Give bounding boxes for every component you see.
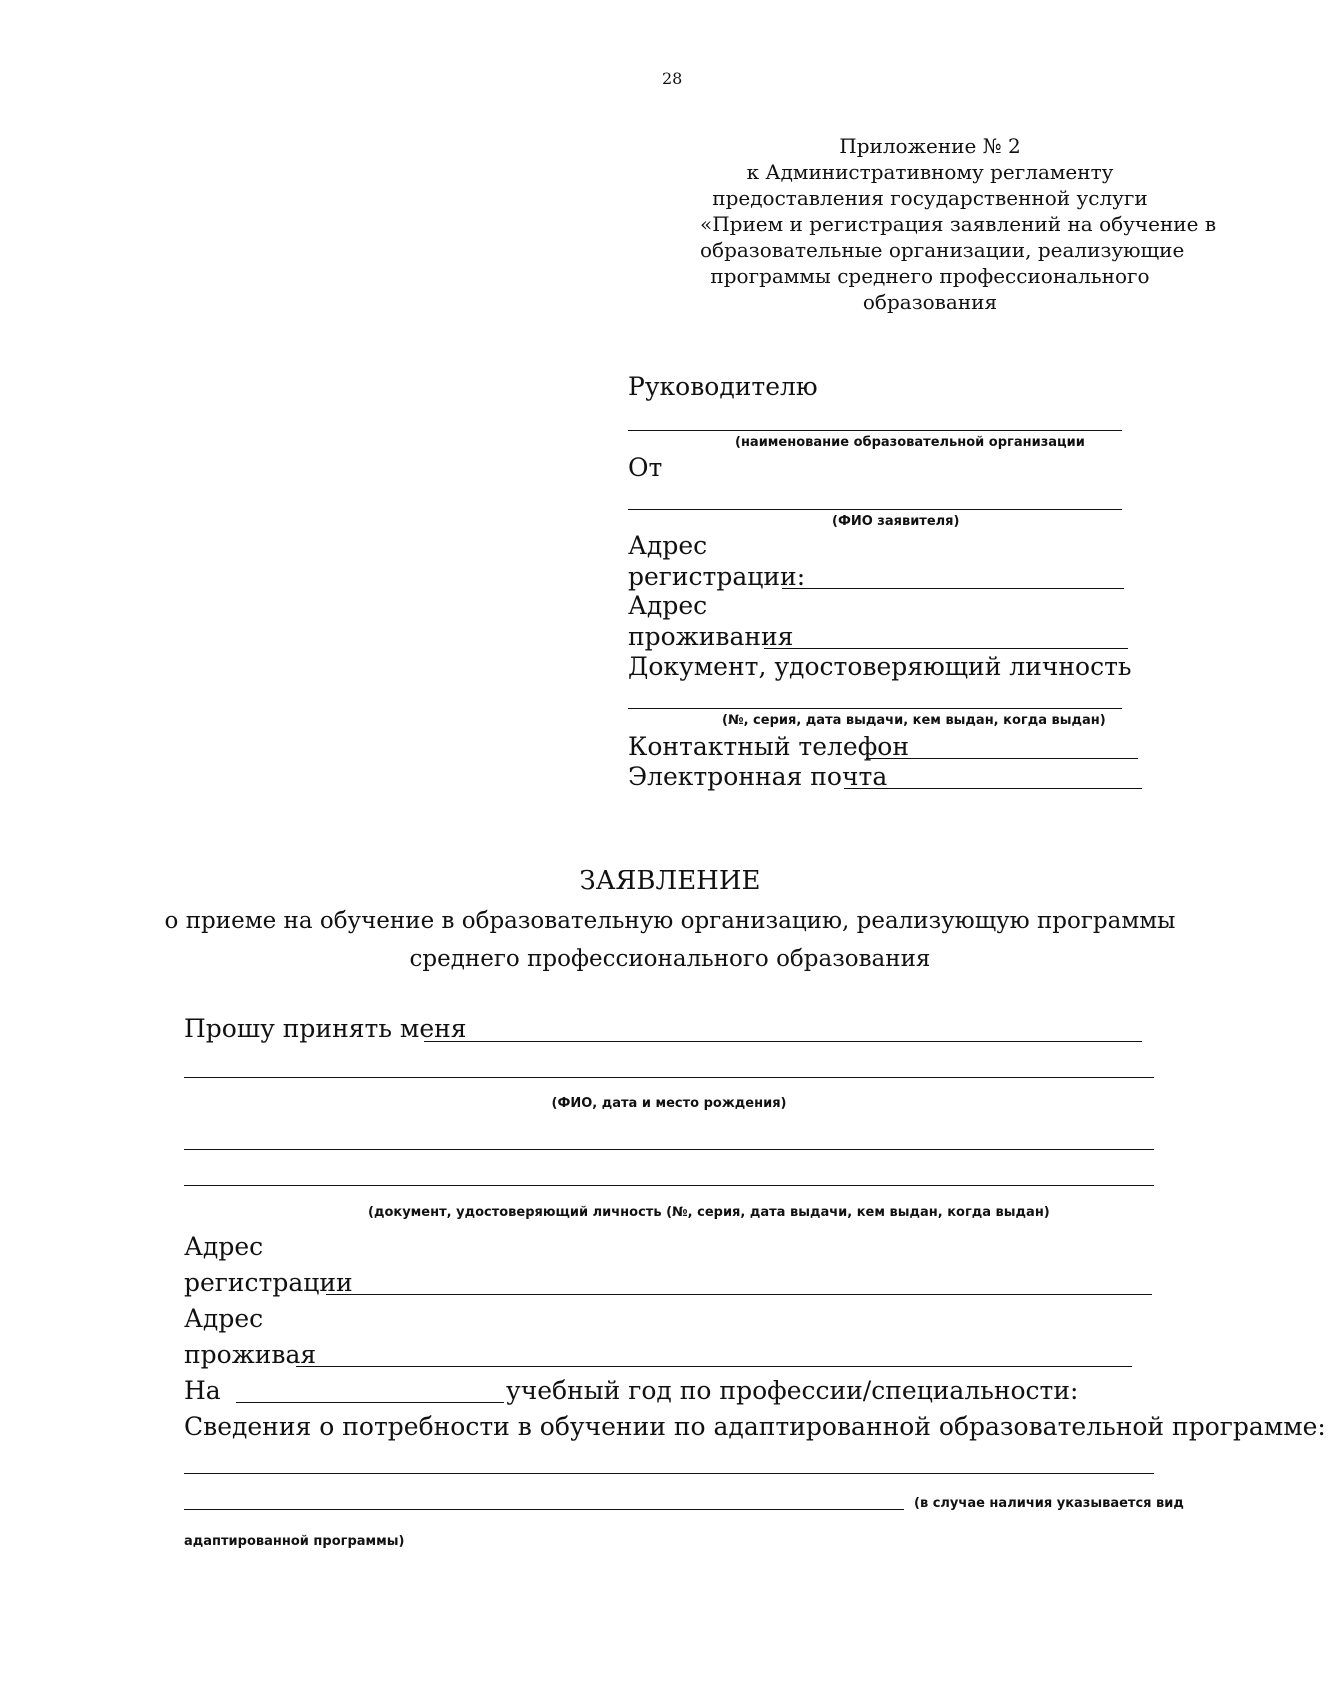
- from-label: От: [628, 453, 663, 482]
- year-prefix: На: [184, 1376, 221, 1405]
- applicant-fio-line[interactable]: [628, 509, 1122, 510]
- statement-title: ЗАЯВЛЕНИЕ: [579, 866, 761, 896]
- org-name-line[interactable]: [628, 430, 1122, 431]
- body-reg-address-label-1: Адрес: [184, 1232, 264, 1261]
- phone-label: Контактный телефон: [628, 732, 910, 761]
- appendix-line: «Прием и регистрация заявлений на обучение в: [700, 212, 1217, 236]
- adapted-program-line-1[interactable]: [184, 1473, 1154, 1474]
- live-address-label-2: проживания: [628, 622, 794, 651]
- adapted-program-label: Сведения о потребности в обучении по адаптированной образовательной программе:: [184, 1412, 1326, 1441]
- body-reg-address-label-2: регистрации: [184, 1268, 353, 1297]
- fio-birth-caption: (ФИО, дата и место рождения): [551, 1096, 787, 1111]
- page-number: 28: [662, 69, 683, 88]
- id-document-caption: (№, серия, дата выдачи, кем выдан, когда выдан): [722, 713, 1106, 728]
- appendix-line: к Административному регламенту: [746, 160, 1114, 184]
- email-label: Электронная почта: [628, 762, 888, 791]
- org-name-caption: (наименование образовательной организации: [735, 435, 1085, 450]
- reg-address-label-2: регистрации:: [628, 562, 806, 591]
- document-line-1[interactable]: [184, 1149, 1154, 1150]
- appendix-line: образования: [862, 290, 998, 314]
- appendix-line: образовательные организации, реализующие: [700, 238, 1185, 262]
- document-line-2[interactable]: [184, 1185, 1154, 1186]
- statement-subtitle-2: среднего профессионального образования: [409, 946, 931, 972]
- id-document-line[interactable]: [628, 708, 1122, 709]
- request-label: Прошу принять меня: [184, 1014, 467, 1043]
- body-live-address-line[interactable]: [296, 1366, 1132, 1367]
- live-address-label-1: Адрес: [628, 591, 708, 620]
- academic-year-line[interactable]: [236, 1402, 504, 1403]
- id-document-label: Документ, удостоверяющий личность: [628, 652, 1132, 681]
- body-live-address-label-1: Адрес: [184, 1304, 264, 1333]
- year-suffix: учебный год по профессии/специальности:: [506, 1376, 1079, 1405]
- email-line[interactable]: [844, 788, 1142, 789]
- appendix-line: программы среднего профессионального: [710, 264, 1150, 288]
- adapted-program-caption-2: адаптированной программы): [184, 1534, 405, 1549]
- appendix-line: предоставления государственной услуги: [712, 186, 1148, 210]
- to-director-label: Руководителю: [628, 372, 818, 401]
- reg-address-label-1: Адрес: [628, 531, 708, 560]
- request-line-1[interactable]: [424, 1041, 1142, 1042]
- body-live-address-label-2: проживая: [184, 1340, 317, 1369]
- applicant-fio-caption: (ФИО заявителя): [832, 514, 960, 529]
- phone-line[interactable]: [866, 758, 1138, 759]
- reg-address-line[interactable]: [782, 588, 1124, 589]
- request-line-2[interactable]: [184, 1077, 1154, 1078]
- body-reg-address-line[interactable]: [326, 1294, 1152, 1295]
- appendix-line: Приложение № 2: [839, 134, 1021, 158]
- adapted-program-line-2[interactable]: [184, 1509, 904, 1510]
- statement-subtitle-1: о приеме на обучение в образовательную организацию, реализующую программы: [164, 908, 1176, 934]
- adapted-program-caption-1: (в случае наличия указывается вид: [914, 1496, 1184, 1511]
- document-caption: (документ, удостоверяющий личность (№, серия, дата выдачи, кем выдан, когда выдан): [368, 1205, 1050, 1220]
- appendix-block: [700, 133, 1217, 315]
- live-address-line[interactable]: [764, 648, 1128, 649]
